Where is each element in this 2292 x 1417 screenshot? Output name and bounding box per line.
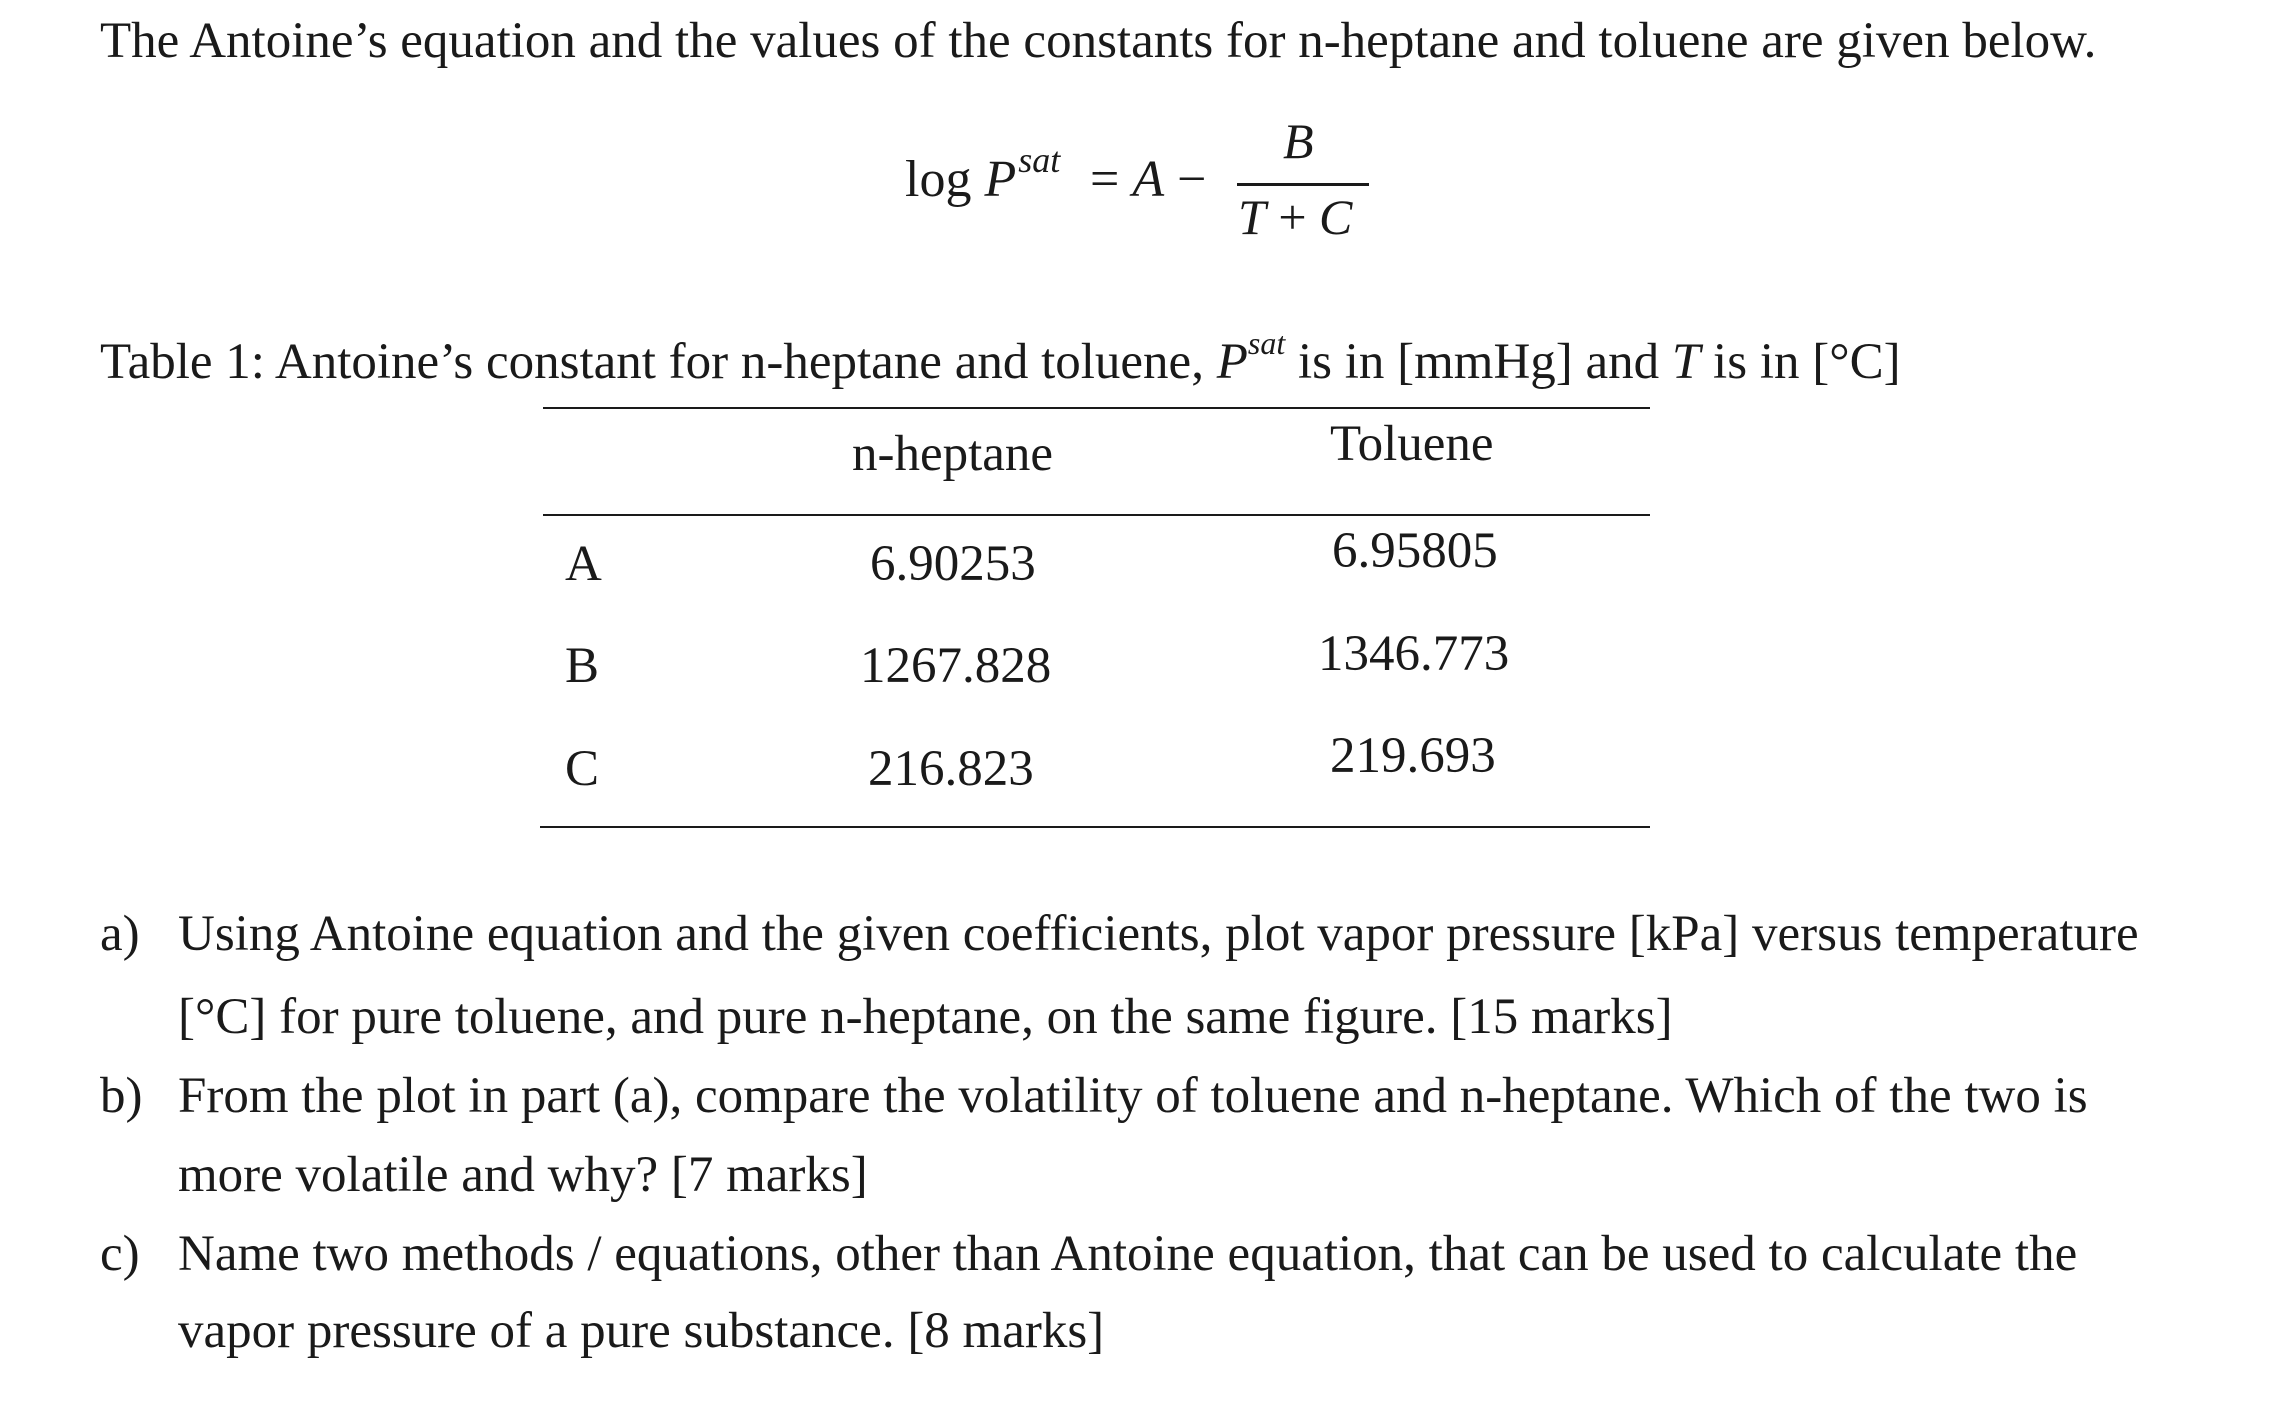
header-toluene: Toluene xyxy=(1330,416,1494,472)
header-heptane: n-heptane xyxy=(852,426,1054,482)
equation-equals: = xyxy=(1090,151,1120,208)
intro-text: The Antoine’s equation and the values of the constants for n-heptane and toluene are given below. xyxy=(100,13,2097,69)
equation-a: A xyxy=(1132,151,1165,208)
equation-lhs xyxy=(905,140,1061,209)
cell-toluene-a: 6.95805 xyxy=(1332,523,1498,579)
table-top-rule xyxy=(543,407,1650,409)
equation-p: P xyxy=(984,151,1017,208)
caption-suffix: is in [°C] xyxy=(1713,334,1901,390)
caption-p: P xyxy=(1216,334,1248,390)
cell-heptane-a: 6.90253 xyxy=(870,536,1036,592)
question-b-label: b) xyxy=(100,1068,143,1124)
table-caption xyxy=(100,325,1901,391)
cell-heptane-c: 216.823 xyxy=(868,741,1034,797)
equation-minus: − xyxy=(1177,151,1207,208)
equation-numerator: B xyxy=(1283,113,1314,169)
equation-rhs xyxy=(1090,150,1206,209)
question-a-line-1: Using Antoine equation and the given coefficients, plot vapor pressure [kPa] versus temperature xyxy=(178,906,2139,962)
question-b-line-2: more volatile and why? [7 marks] xyxy=(178,1147,868,1203)
row-label-a: A xyxy=(565,536,602,592)
question-b-line-1: From the plot in part (a), compare the volatility of toluene and n-heptane. Which of the two is xyxy=(178,1068,2088,1124)
caption-middle: is in [mmHg] and xyxy=(1297,334,1660,390)
equation-denominator xyxy=(1238,188,1352,246)
equation-sat: sat xyxy=(1018,140,1061,180)
equation-den-t: T xyxy=(1238,189,1266,245)
equation-log: log xyxy=(905,151,972,208)
table-bottom-rule xyxy=(540,826,1650,828)
row-label-b: B xyxy=(565,638,600,694)
question-a-label: a) xyxy=(100,906,140,962)
fraction-bar xyxy=(1237,183,1369,186)
question-a-line-2: [°C] for pure toluene, and pure n-heptane, on the same figure. [15 marks] xyxy=(178,989,1673,1045)
caption-prefix: Table 1: Antoine’s constant for n-heptane and toluene, xyxy=(100,334,1204,390)
cell-toluene-c: 219.693 xyxy=(1330,728,1496,784)
question-c-line-1: Name two methods / equations, other than Antoine equation, that can be used to calculate the xyxy=(178,1226,2078,1282)
row-label-c: C xyxy=(565,741,600,797)
cell-toluene-b: 1346.773 xyxy=(1318,626,1510,682)
table-header-rule xyxy=(543,514,1650,516)
question-c-label: c) xyxy=(100,1226,140,1282)
equation-den-c: C xyxy=(1319,189,1353,245)
caption-t: T xyxy=(1671,334,1701,390)
cell-heptane-b: 1267.828 xyxy=(860,638,1052,694)
equation-den-plus: + xyxy=(1278,189,1307,245)
question-c-line-2: vapor pressure of a pure substance. [8 marks] xyxy=(178,1303,1105,1359)
caption-sat: sat xyxy=(1247,325,1286,361)
